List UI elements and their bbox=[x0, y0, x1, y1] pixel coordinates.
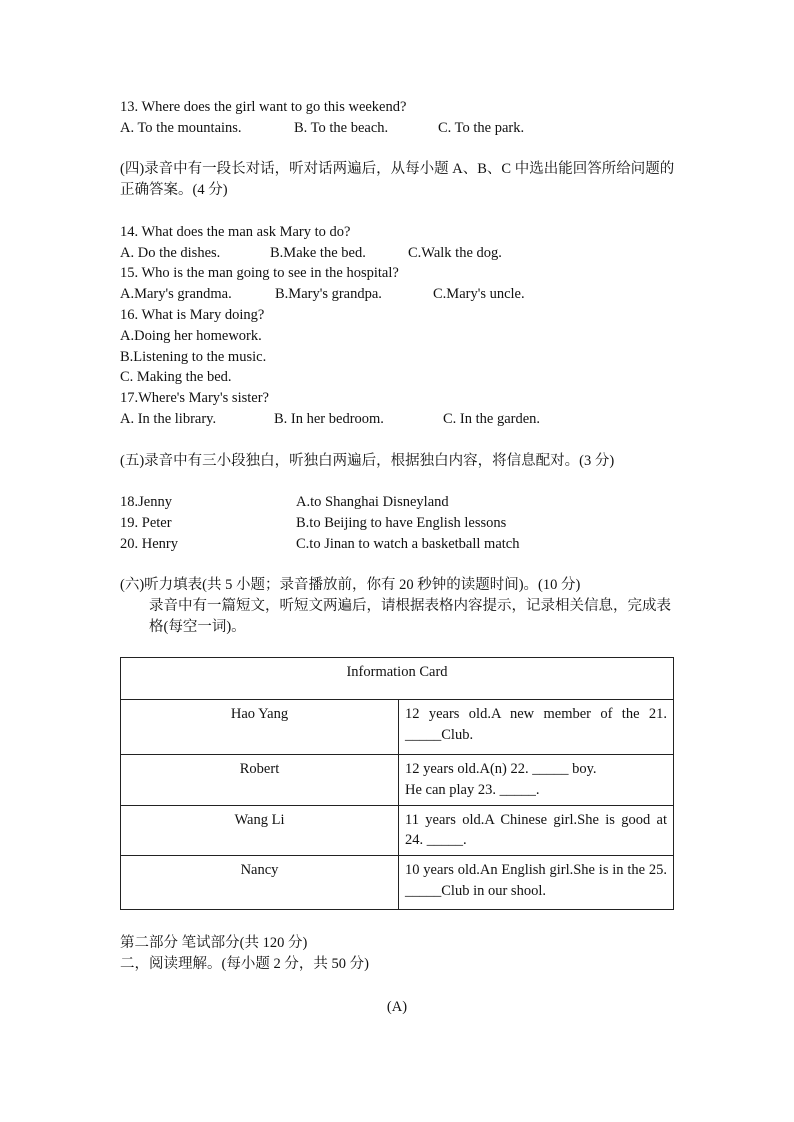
option-a: A.Mary's grandma. bbox=[120, 286, 232, 303]
option-c: C. In the garden. bbox=[443, 410, 541, 427]
person-info-line: He can play 23. _____. bbox=[405, 781, 540, 798]
section-6-title: (六)听力填表(共 5 小题；录音播放前，你有 20 秒钟的读题时间)。(10 分) bbox=[120, 577, 581, 594]
question-14-options bbox=[120, 243, 680, 264]
question-13: 13. Where does the girl want to go this weekend? bbox=[120, 99, 407, 115]
match-row bbox=[120, 534, 680, 555]
person-name: Nancy bbox=[121, 856, 399, 910]
section-4-instruction: (四)录音中有一段长对话，听对话两遍后，从每小题 A、B、C 中选出能回答所给问题的正确答案。(4 分) bbox=[120, 161, 675, 199]
person-info-line: 12 years old.A(n) 22. _____ boy. bbox=[405, 761, 597, 777]
option-b: B.Make the bed. bbox=[270, 244, 366, 261]
option-c: C.Walk the dog. bbox=[408, 244, 502, 261]
option-b: B. To the beach. bbox=[294, 119, 389, 136]
part-2-title: 第二部分 笔试部分(共 120 分) bbox=[120, 935, 308, 951]
person-info: 10 years old.An English girl.She is in the 25. _____Club in our shool. bbox=[399, 856, 674, 910]
option-b: B. In her bedroom. bbox=[274, 410, 384, 427]
table-header: Information Card bbox=[121, 658, 674, 700]
question-16: 16. What is Mary doing? bbox=[120, 306, 265, 323]
table-row bbox=[121, 700, 674, 755]
person-name: Robert bbox=[121, 755, 399, 806]
table-row bbox=[121, 755, 674, 806]
match-destination: C.to Jinan to watch a basketball match bbox=[296, 535, 520, 552]
question-17: 17.Where's Mary's sister? bbox=[120, 390, 269, 407]
question-14: 14. What does the man ask Mary to do? bbox=[120, 223, 351, 240]
question-13-options bbox=[120, 118, 680, 139]
match-destination: A.to Shanghai Disneyland bbox=[296, 494, 449, 511]
option-c: C. To the park. bbox=[438, 119, 525, 136]
match-person: 18.Jenny bbox=[120, 494, 172, 511]
person-name: Hao Yang bbox=[121, 700, 399, 755]
option-a: A. To the mountains. bbox=[120, 119, 242, 136]
question-15-options bbox=[120, 284, 680, 305]
match-destination: B.to Beijing to have English lessons bbox=[296, 514, 507, 531]
option-b: B.Mary's grandpa. bbox=[275, 286, 382, 303]
person-info: 12 years old.A new member of the 21. _____Club. bbox=[399, 700, 674, 755]
option-a: A.Doing her homework. bbox=[120, 327, 262, 344]
option-c: C.Mary's uncle. bbox=[433, 286, 525, 303]
section-5-instruction: (五)录音中有三小段独白，听独白两遍后，根据独白内容，将信息配对。(3 分) bbox=[120, 452, 615, 469]
match-person: 19. Peter bbox=[120, 514, 172, 531]
option-b: B.Listening to the music. bbox=[120, 348, 267, 365]
table-row bbox=[121, 856, 674, 910]
table-row bbox=[121, 805, 674, 856]
reading-instruction: 二，阅读理解。(每小题 2 分，共 50 分) bbox=[120, 955, 369, 972]
match-row bbox=[120, 492, 680, 513]
person-info: 11 years old.A Chinese girl.She is good at 24. _____. bbox=[399, 805, 674, 856]
section-6-instruction: 录音中有一篇短文，听短文两遍后，请根据表格内容提示，记录相关信息，完成表格(每空一词)。 bbox=[149, 598, 671, 635]
option-a: A. Do the dishes. bbox=[120, 244, 221, 261]
information-card-table bbox=[120, 657, 674, 910]
question-15: 15. Who is the man going to see in the hospital? bbox=[120, 265, 399, 282]
question-17-options bbox=[120, 409, 680, 430]
listening-section bbox=[120, 97, 680, 638]
passage-label: (A) bbox=[386, 999, 408, 1015]
option-a: A. In the library. bbox=[120, 410, 217, 427]
written-section bbox=[120, 933, 680, 975]
match-row bbox=[120, 513, 680, 534]
person-name: Wang Li bbox=[121, 805, 399, 856]
option-c: C. Making the bed. bbox=[120, 369, 232, 386]
match-person: 20. Henry bbox=[120, 535, 178, 552]
person-info bbox=[399, 755, 674, 806]
